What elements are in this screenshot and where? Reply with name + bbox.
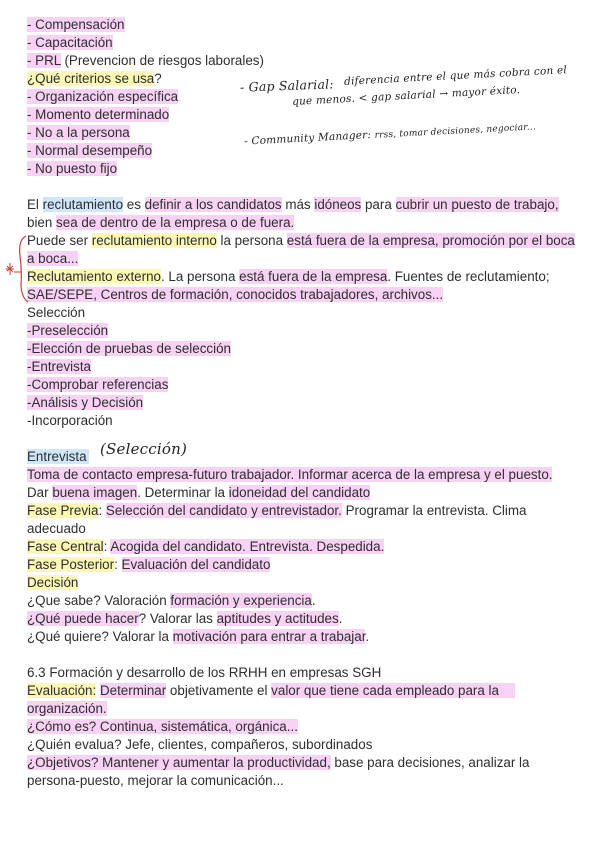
text: Programar la entrevista. Clima	[341, 503, 527, 518]
text: -Entrevista	[27, 359, 91, 374]
text: Puede ser	[27, 233, 92, 248]
list-item-text: - Normal desempeño	[27, 143, 153, 158]
text: está fuera de la empresa	[239, 269, 388, 284]
text: Toma de contacto empresa-futuro trabajador. Informar acerca de la empresa y el puesto.	[27, 467, 553, 482]
list-item-text: - Capacitación	[27, 35, 113, 50]
text: idoneidad del candidato	[228, 485, 371, 500]
text: Determinar	[99, 683, 167, 698]
list-item-text: - Compensación	[27, 17, 125, 32]
text: .	[311, 593, 316, 608]
text: Selección del candidato y entrevistador.	[105, 503, 342, 518]
list-item-text: - No puesto fijo	[27, 161, 118, 176]
text: idóneos	[314, 197, 362, 212]
text: -Elección de pruebas de selección	[27, 341, 231, 356]
text: objetivamente el	[166, 683, 272, 698]
text: ? Valorar las	[138, 611, 217, 626]
text: Reclutamiento externo	[27, 269, 161, 284]
text: la persona	[216, 233, 287, 248]
text: está fuera de la empresa, promoción por el boca	[286, 233, 575, 248]
text: -Incorporación	[27, 413, 113, 428]
text: . Fuentes de reclutamiento;	[387, 269, 550, 284]
text: ¿Qué quiere? Valorar la	[27, 629, 173, 644]
text: . Determinar la	[137, 485, 229, 500]
text: -Preselección	[27, 323, 109, 338]
text: más	[281, 197, 315, 212]
text: ¿Qué puede hacer	[27, 611, 139, 626]
text: a boca...	[27, 251, 79, 266]
text: ¿Cómo es? Continua, sistemática, orgánica...	[27, 719, 298, 734]
text: .	[365, 629, 370, 644]
text: buena imagen	[52, 485, 138, 500]
text: Fase Central	[27, 539, 104, 554]
text: ¿Objetivos? Mantener y aumentar la productividad,	[27, 755, 331, 770]
list-item-text: - Momento determinado	[27, 107, 170, 122]
red-bracket	[20, 236, 28, 302]
handwritten-community-tail: rrss, tomar decisiones, negociar...	[374, 122, 537, 141]
text: base para decisiones, analizar la	[330, 755, 530, 770]
text: :	[98, 503, 106, 518]
text: cubrir un puesto de trabajo,	[395, 197, 559, 212]
text: :	[103, 539, 111, 554]
text: 6.3 Formación y desarrollo de los RRHH en empresas SGH	[27, 665, 382, 680]
text: -Análisis y Decisión	[27, 395, 144, 410]
text: Dar	[27, 485, 53, 500]
text: SAE/SEPE, Centros de formación, conocidos trabajadores, archivos...	[27, 287, 444, 302]
text: (Selección)	[100, 440, 188, 458]
handwritten-community-label: - Community Manager:	[243, 129, 372, 148]
text: Selección	[27, 305, 86, 320]
red-star	[6, 263, 14, 275]
text: Entrevista	[27, 449, 87, 464]
question-mark: ?	[154, 71, 162, 86]
text: reclutamiento	[42, 197, 124, 212]
text: :	[114, 557, 122, 572]
text: Evaluación:	[27, 683, 97, 698]
list-item-text: - Organización específica	[27, 89, 179, 104]
handwritten-gap-desc-text: diferencia entre el que más cobra con el	[343, 64, 568, 88]
list-item-note: (Prevencion de riesgos laborales)	[60, 53, 264, 68]
text: ¿Quién evalua? Jefe, clientes, compañeros, subordinados	[27, 737, 373, 752]
text: sea de dentro de la empresa o de fuera.	[56, 215, 295, 230]
text: ¿Que sabe? Valoración	[27, 593, 171, 608]
list-item-text: - PRL	[27, 53, 61, 68]
text: formación y experiencia	[170, 593, 312, 608]
text: Fase Posterior	[27, 557, 115, 572]
text: aptitudes y actitudes	[216, 611, 339, 626]
text: para	[361, 197, 396, 212]
handwritten-gap-line2-text: que menos. < gap salarial → mayor éxito.	[291, 84, 521, 108]
text: bien	[27, 215, 57, 230]
question-text: ¿Qué criterios se usa	[27, 71, 155, 86]
text: motivación para entrar a trabajar	[172, 629, 366, 644]
list-item-text: - No a la persona	[27, 125, 130, 140]
text: Evaluación del candidato	[121, 557, 271, 572]
text: Fase Previa	[27, 503, 99, 518]
text: -Comprobar referencias	[27, 377, 169, 392]
text: persona-puesto, mejorar la comunicación...	[27, 773, 284, 788]
text: Decisión	[27, 575, 79, 590]
text: es	[123, 197, 145, 212]
text: . La persona	[160, 269, 240, 284]
text: valor que tiene cada empleado para la	[271, 683, 515, 698]
text: .	[338, 611, 343, 626]
text: reclutamiento interno	[91, 233, 217, 248]
text: adecuado	[27, 521, 86, 536]
text: organización.	[27, 701, 107, 716]
text: El	[27, 197, 43, 212]
text: Acogida del candidato. Entrevista. Despedida.	[110, 539, 385, 554]
text: definir a los candidatos	[144, 197, 282, 212]
handwritten-gap-label: - Gap Salarial:	[239, 76, 334, 95]
